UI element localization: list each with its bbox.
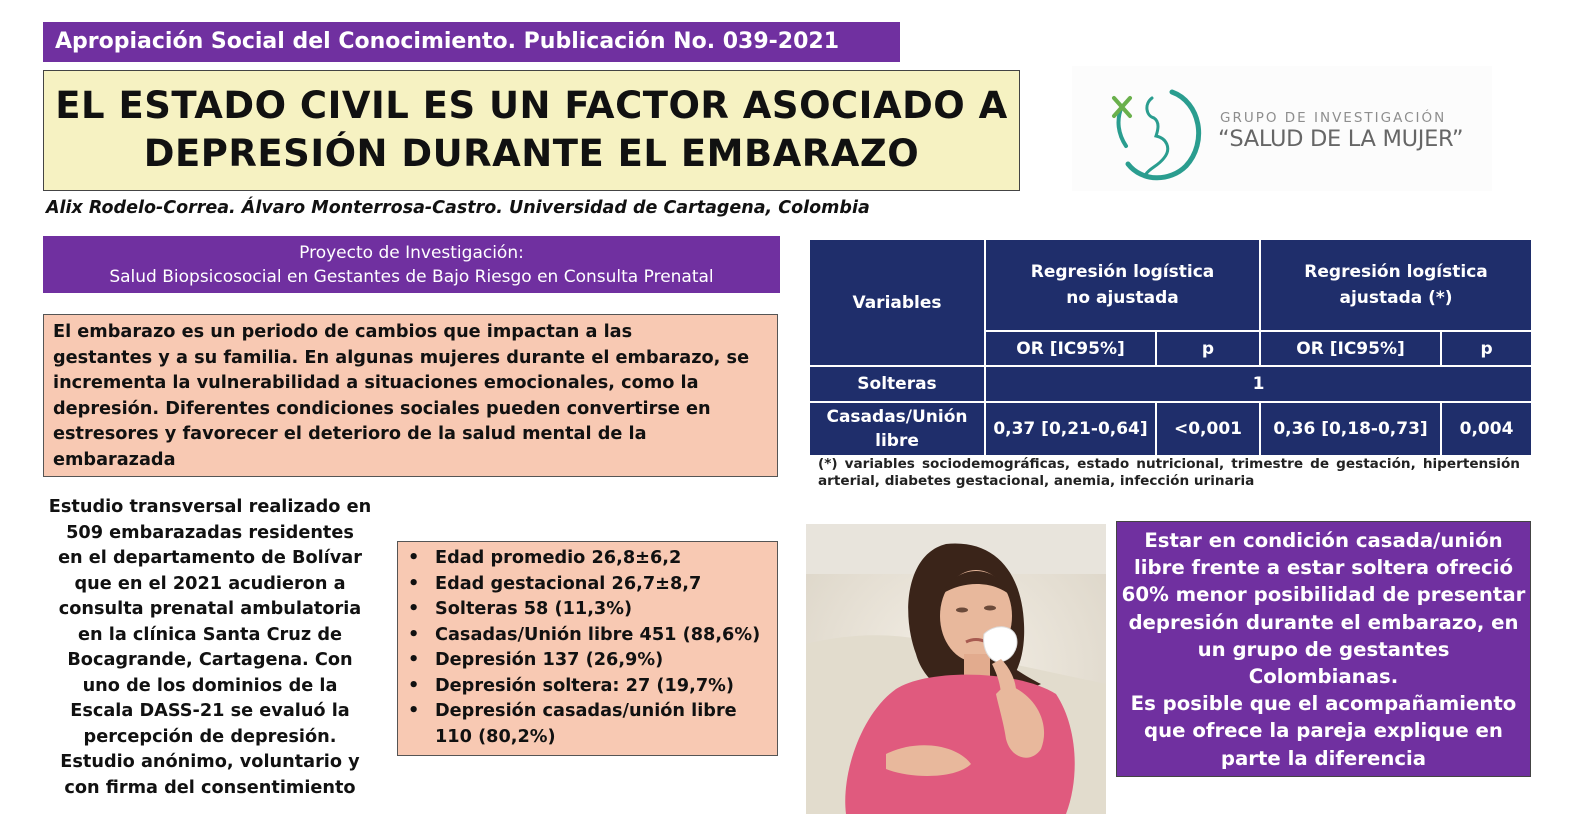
- stat-item: • Depresión 137 (26,9%): [406, 648, 771, 674]
- study-line: que en el 2021 acudieron a: [74, 573, 346, 594]
- stat-item: • Casadas/Unión libre 451 (88,6%): [406, 623, 771, 649]
- authors-line: Alix Rodelo-Correa. Álvaro Monterrosa-Castro. Universidad de Cartagena, Colombia: [46, 198, 870, 218]
- title-line-1: EL ESTADO CIVIL ES UN FACTOR ASOCIADO A: [55, 84, 1008, 127]
- stat-item: • Depresión casadas/unión libre 110 (80,2%): [406, 699, 771, 750]
- row-casadas-label: [809, 402, 985, 456]
- row-casadas-or-unadjusted: 0,37 [0,21-0,64]: [985, 402, 1156, 456]
- subheader-p-adjusted: p: [1441, 331, 1532, 366]
- research-group-logo: [1072, 66, 1492, 191]
- header-adjusted-line1: Regresión logística: [1304, 262, 1488, 282]
- header-adjusted: [1260, 239, 1532, 331]
- row-casadas-label-line1: Casadas/Unión: [826, 407, 968, 427]
- photo-illustration: [806, 524, 1106, 814]
- subheader-or-unadjusted: OR [IC95%]: [985, 331, 1156, 366]
- row-casadas-p-adjusted: 0,004: [1441, 402, 1532, 456]
- row-solteras-reference: 1: [985, 366, 1532, 402]
- publication-banner: Apropiación Social del Conocimiento. Publicación No. 039-2021: [43, 22, 900, 62]
- study-description: [40, 495, 380, 801]
- header-unadjusted-line2: no ajustada: [1066, 288, 1179, 308]
- study-line: Bocagrande, Cartagena. Con: [67, 650, 353, 670]
- statistics-box: [397, 541, 778, 756]
- title-line-2: DEPRESIÓN DURANTE EL EMBARAZO: [143, 132, 920, 175]
- stat-item: • Depresión soltera: 27 (19,7%): [406, 674, 771, 700]
- conclusion-line: libre frente a estar soltera ofreció: [1134, 556, 1513, 580]
- table-footnote: (*) variables sociodemográficas, estado nutricional, trimestre de gestación, hipertensión arterial, diabetes gestacional, anemia, infección urinaria: [818, 456, 1520, 489]
- project-label: Proyecto de Investigación:: [299, 243, 524, 263]
- intro-line: El embarazo es un periodo de cambios que impactan a las: [53, 322, 633, 342]
- row-casadas-or-adjusted: 0,36 [0,18-0,73]: [1260, 402, 1441, 456]
- conclusion-line: Es posible que el acompañamiento: [1130, 692, 1517, 716]
- conclusion-line: que ofrece la pareja explique en: [1144, 719, 1503, 743]
- regression-table: [808, 238, 1533, 457]
- intro-line: gestantes y a su familia. En algunas mujeres durante el embarazo, se: [53, 347, 750, 368]
- introduction-box: [43, 314, 778, 477]
- conclusion-line: depresión durante el embarazo, en: [1128, 610, 1519, 634]
- project-box: [43, 236, 780, 293]
- study-line: uno de los dominios de la: [82, 675, 338, 696]
- header-unadjusted: [985, 239, 1260, 331]
- conclusion-box: [1116, 521, 1531, 777]
- study-line: en el departamento de Bolívar: [58, 548, 362, 568]
- crying-pregnant-woman-photo: [806, 524, 1106, 814]
- subheader-p-unadjusted: p: [1156, 331, 1260, 366]
- logo-name: “SALUD DE LA MUJER”: [1218, 126, 1464, 152]
- study-line: 509 embarazadas residentes: [66, 522, 354, 543]
- pregnant-woman-outline-icon: [1100, 76, 1210, 186]
- row-casadas-label-line2: libre: [875, 431, 919, 451]
- poster-title: [43, 70, 1020, 191]
- intro-line: embarazada: [53, 449, 176, 470]
- conclusion-line: parte la diferencia: [1220, 746, 1427, 770]
- study-line: en la clínica Santa Cruz de: [78, 624, 342, 645]
- study-line: percepción de depresión.: [83, 726, 337, 747]
- stat-item: • Edad promedio 26,8±6,2: [406, 546, 771, 572]
- statistics-list: [406, 546, 771, 750]
- header-variables: Variables: [809, 239, 985, 366]
- stat-item: • Solteras 58 (11,3%): [406, 597, 771, 623]
- project-name: Salud Biopsicosocial en Gestantes de Bajo Riesgo en Consulta Prenatal: [109, 267, 714, 287]
- study-line: con firma del consentimiento: [64, 777, 356, 798]
- study-line: Escala DASS-21 se evaluó la: [70, 701, 350, 721]
- intro-line: incrementa la vulnerabilidad a situaciones emocionales, como la: [53, 373, 699, 394]
- row-solteras-label: Solteras: [809, 366, 985, 402]
- conclusion-line: Colombianas.: [1248, 665, 1399, 689]
- study-line: consulta prenatal ambulatoria: [58, 599, 362, 619]
- study-line: Estudio anónimo, voluntario y: [60, 752, 360, 772]
- header-unadjusted-line1: Regresión logística: [1030, 262, 1215, 282]
- logo-subtitle: GRUPO DE INVESTIGACIÓN: [1220, 110, 1447, 126]
- intro-line: estresores y favorecer el deterioro de la salud mental de la: [53, 424, 647, 445]
- conclusion-line: Estar en condición casada/unión: [1144, 529, 1503, 552]
- header-adjusted-line2: ajustada (*): [1339, 288, 1453, 308]
- conclusion-line: 60% menor posibilidad de presentar: [1121, 583, 1526, 607]
- study-line: Estudio transversal realizado en: [48, 497, 372, 517]
- subheader-or-adjusted: OR [IC95%]: [1260, 331, 1441, 366]
- stat-item: • Edad gestacional 26,7±8,7: [406, 572, 771, 598]
- row-casadas-p-unadjusted: <0,001: [1156, 402, 1260, 456]
- conclusion-line: un grupo de gestantes: [1197, 637, 1450, 661]
- intro-line: depresión. Diferentes condiciones sociales pueden convertirse en: [53, 398, 711, 419]
